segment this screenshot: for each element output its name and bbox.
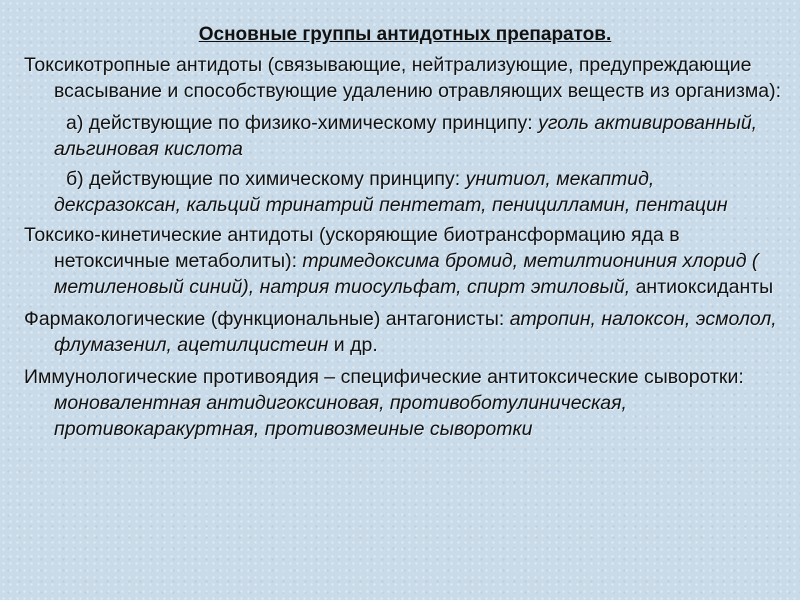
subitem-a <box>24 110 786 162</box>
subitem-a-text: а) действующие по физико-химическому принципу: <box>66 112 539 134</box>
immunological-examples: моновалентная антидигоксиновая, противоботулиническая, противокаракуртная, противозмеиные сыворотки <box>54 392 627 440</box>
immunological-text: Иммунологические противоядия – специфические антитоксические сыворотки: <box>24 366 744 388</box>
toxicotropic-text: Токсикотропные антидоты (связывающие, нейтрализующие, предупреждающие всасывание и способствующие удалению отравляющих веществ из организма): <box>24 54 782 102</box>
subitem-b-text: б) действующие по химическому принципу: <box>66 168 466 190</box>
pharmacological-text: Фармакологические (функциональные) антагонисты: <box>24 308 510 330</box>
subitem-b-examples: унитиол, мекаптид, дексразоксан, кальций тринатрий пентетат, пеницилламин, пентацин <box>54 168 728 216</box>
toxicokinetic-text: Токсико-кинетические антидоты (ускоряющие биотрансформацию яда в нетоксичные метаболиты): <box>24 224 680 272</box>
toxicokinetic-tail: антиоксиданты <box>630 276 774 298</box>
pharmacological-examples: атропин, налоксон, эсмолол, флумазенил, ацетилцистеин <box>54 308 777 356</box>
pharmacological-tail: и др. <box>328 334 378 356</box>
toxicokinetic-paragraph <box>24 222 786 300</box>
immunological-paragraph <box>24 364 786 442</box>
subitem-a-examples: уголь активированный, альгиновая кислота <box>54 112 758 160</box>
toxicokinetic-examples: тримедоксима бромид, метилтиониния хлорид ( метиленовый синий), натрия тиосульфат, спирт этиловый, <box>54 250 759 298</box>
toxicotropic-paragraph <box>24 52 786 104</box>
subitem-b <box>24 166 786 218</box>
slide-title: Основные группы антидотных препаратов. <box>198 24 612 45</box>
pharmacological-paragraph <box>24 306 786 358</box>
